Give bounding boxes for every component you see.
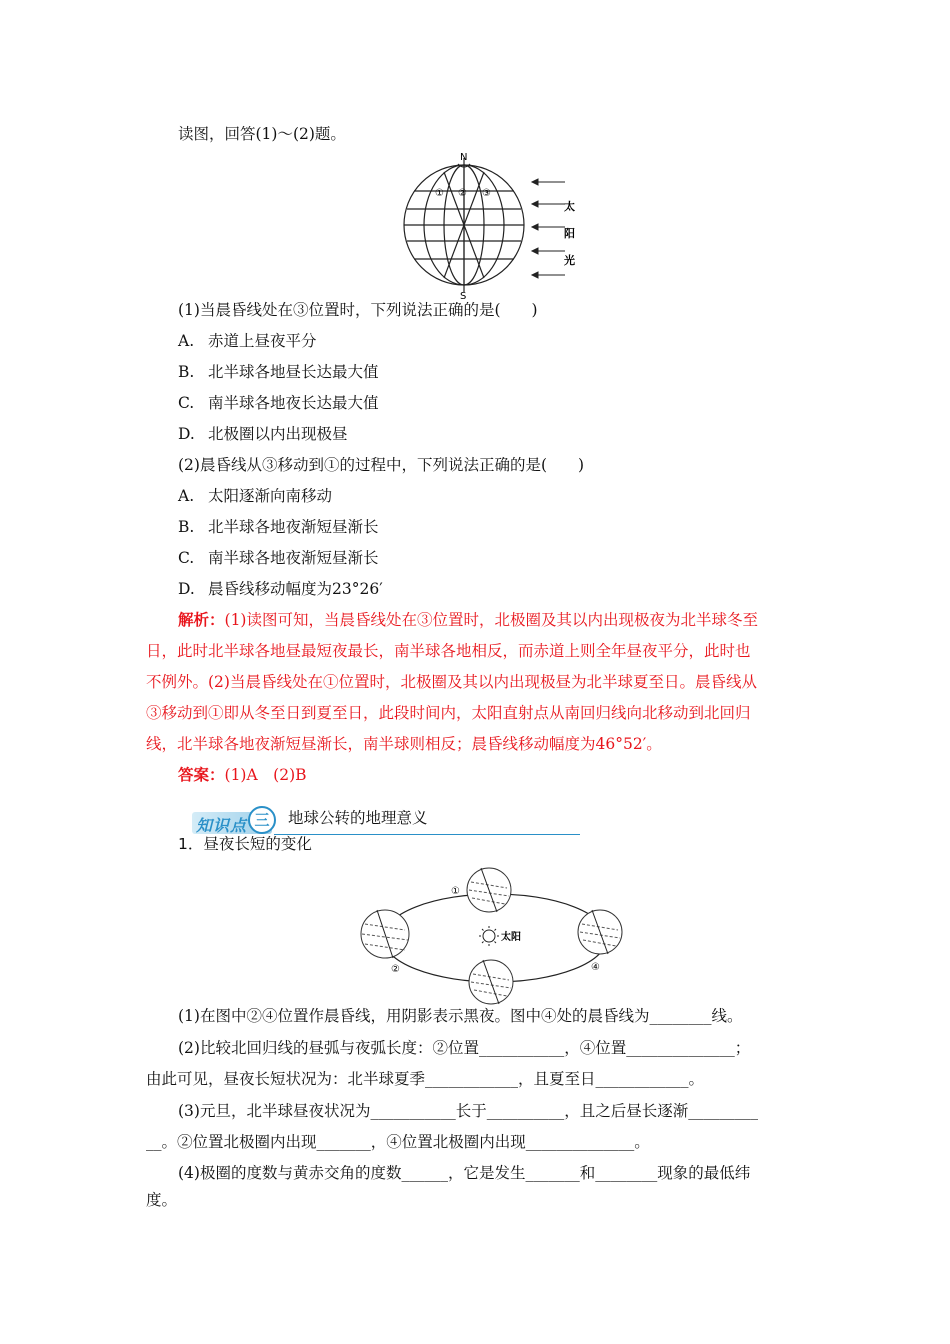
analysis-line-5: 线，北半球各地夜渐短昼渐长，南半球则相反；晨昏线移动幅度为46°52′。 bbox=[146, 735, 662, 753]
section-underline bbox=[274, 834, 580, 835]
q1-option-a: A. 赤道上昼夜平分 bbox=[178, 332, 317, 350]
section-title: 地球公转的地理意义 bbox=[288, 809, 428, 827]
analysis-line-4: ③移动到①即从冬至日到夏至日，此段时间内，太阳直射点从南回归线向北移动到北回归 bbox=[146, 704, 751, 722]
exercise-3b: __。②位置北极圈内出现_______，④位置北极圈内出现______________。 bbox=[146, 1133, 650, 1151]
q2-option-a: A. 太阳逐渐向南移动 bbox=[178, 487, 333, 505]
q2-stem: (2)晨昏线从③移动到①的过程中，下列说法正确的是( ) bbox=[178, 456, 585, 474]
sun-label-3: 光 bbox=[564, 254, 575, 267]
exercise-2b: 由此可见，昼夜长短状况为：北半球夏季____________，且夏至日____________。 bbox=[146, 1070, 705, 1088]
section-header bbox=[190, 804, 580, 836]
analysis-line-3: 不例外。(2)当晨昏线处在①位置时，北极圈及其以内出现极昼为北半球夏至日。晨昏线从 bbox=[146, 673, 757, 691]
q1-option-c: C. 南半球各地夜长达最大值 bbox=[178, 394, 379, 412]
exercise-4a: (4)极圈的度数与黄赤交角的度数______，它是发生_______和________现象的最低纬 bbox=[178, 1164, 751, 1182]
sun-icon bbox=[479, 926, 499, 946]
intro-text: 读图，回答(1)～(2)题。 bbox=[178, 125, 346, 143]
q2-option-b: B. 北半球各地夜渐短昼渐长 bbox=[178, 518, 379, 536]
sun-label-1: 太 bbox=[564, 200, 575, 213]
marker-2: ② bbox=[458, 188, 467, 199]
q2-option-d: D. 晨昏线移动幅度为23°26′ bbox=[178, 580, 383, 598]
q1-stem: (1)当晨昏线处在③位置时，下列说法正确的是( ) bbox=[178, 301, 538, 319]
orbit-figure bbox=[355, 866, 635, 1006]
sun-label-2: 阳 bbox=[564, 227, 575, 240]
orbit-marker-1: ① bbox=[451, 886, 460, 897]
marker-1: ① bbox=[435, 188, 444, 199]
analysis-line-1: 解析：(1)读图可知，当晨昏线处在③位置时，北极圈及其以内出现极夜为北半球冬至 bbox=[178, 610, 758, 629]
exercise-3a: (3)元旦，北半球昼夜状况为___________长于__________，且之后昼长逐渐_________ bbox=[178, 1102, 758, 1120]
exercise-2a: (2)比较北回归线的昼弧与夜弧长度：②位置___________，④位置______________； bbox=[178, 1039, 751, 1057]
globe-figure bbox=[400, 150, 600, 300]
earth-3 bbox=[469, 960, 513, 1004]
analysis-line-2: 日，此时北半球各地昼最短夜最长，南半球各地相反，而赤道上则全年昼夜平分，此时也 bbox=[146, 642, 751, 660]
q1-option-d: D. 北极圈以内出现极昼 bbox=[178, 425, 348, 443]
section-badge-number: 三 bbox=[248, 806, 276, 834]
earth-4 bbox=[578, 910, 622, 954]
marker-3: ③ bbox=[482, 188, 491, 199]
orbit-marker-2: ② bbox=[391, 964, 400, 975]
exercise-1: (1)在图中②④位置作晨昏线，用阴影表示黑夜。图中④处的晨昏线为________线。 bbox=[178, 1007, 743, 1025]
q1-option-b: B. 北半球各地昼长达最大值 bbox=[178, 363, 379, 381]
sun-label: 太阳 bbox=[501, 932, 521, 943]
subheading: 1．昼夜长短的变化 bbox=[178, 835, 312, 853]
orbit-marker-4: ④ bbox=[591, 962, 600, 973]
earth-1 bbox=[467, 868, 511, 912]
exercise-4b: 度。 bbox=[146, 1191, 178, 1209]
south-label: S bbox=[460, 291, 467, 300]
section-badge-text: 知识点 bbox=[196, 816, 248, 835]
north-label: N bbox=[460, 152, 468, 163]
q2-option-c: C. 南半球各地夜渐短昼渐长 bbox=[178, 549, 379, 567]
earth-2 bbox=[361, 910, 409, 958]
answer-line: 答案：(1)A (2)B bbox=[178, 765, 307, 784]
